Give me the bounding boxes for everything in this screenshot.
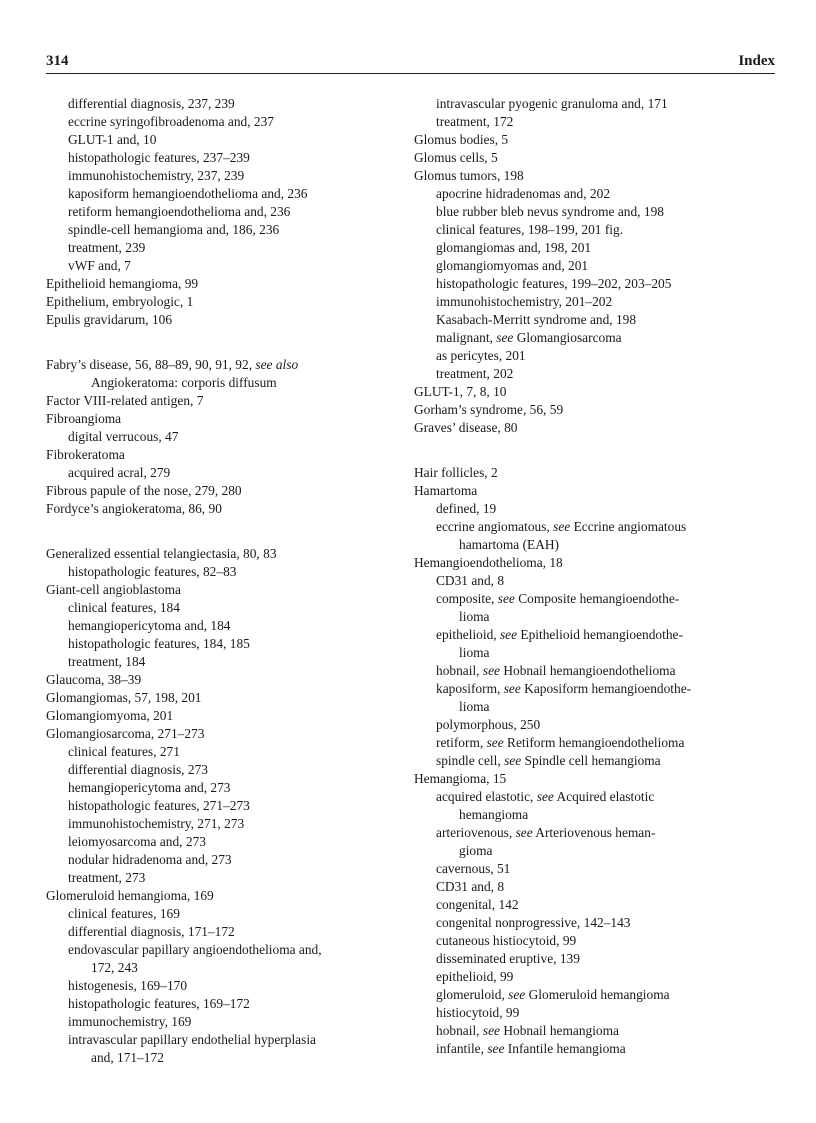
- index-subentry: [414, 968, 776, 986]
- entry-text: immunohistochemistry, 201–202: [436, 294, 613, 309]
- index-subentry: [414, 311, 776, 329]
- entry-text: Acquired elastotic: [553, 789, 655, 804]
- index-continuation: [414, 536, 776, 554]
- index-continuation: [46, 374, 398, 392]
- entry-text: vWF and, 7: [68, 258, 131, 273]
- index-entry: [46, 275, 398, 293]
- index-entry: [46, 581, 398, 599]
- entry-text: Epulis gravidarum, 106: [46, 312, 173, 327]
- entry-text: hemangioma: [459, 807, 529, 822]
- entry-text: GLUT-1 and, 10: [68, 132, 157, 147]
- entry-text: Spindle cell hemangioma: [521, 753, 661, 768]
- entry-text: Hair follicles, 2: [414, 465, 498, 480]
- entry-text: as pericytes, 201: [436, 348, 526, 363]
- entry-text: Glomus cells, 5: [414, 150, 498, 165]
- index-entry: [46, 311, 398, 329]
- entry-text: Glomeruloid hemangioma, 169: [46, 888, 214, 903]
- index-subentry: [414, 1022, 776, 1040]
- entry-text: Hobnail hemangioendothelioma: [499, 663, 676, 678]
- entry-text: differential diagnosis, 171–172: [68, 924, 235, 939]
- entry-text: Kasabach-Merritt syndrome and, 198: [436, 312, 637, 327]
- entry-text: treatment, 184: [68, 654, 146, 669]
- letter-group-gap: [414, 437, 776, 464]
- entry-text: Epithelium, embryologic, 1: [46, 294, 194, 309]
- cross-reference-term: see: [515, 825, 533, 840]
- index-subentry: [46, 797, 398, 815]
- entry-text: Fibrous papule of the nose, 279, 280: [46, 483, 242, 498]
- index-subentry: [46, 257, 398, 275]
- entry-text: eccrine syringofibroadenoma and, 237: [68, 114, 274, 129]
- index-entry: [46, 707, 398, 725]
- entry-text: glomangiomyomas and, 201: [436, 258, 589, 273]
- index-subentry: [414, 293, 776, 311]
- entry-text: Infantile hemangioma: [504, 1041, 626, 1056]
- index-subentry: [46, 203, 398, 221]
- index-continuation: [414, 644, 776, 662]
- cross-reference-term: see: [503, 681, 521, 696]
- cross-reference-term: see: [497, 591, 515, 606]
- entry-text: Fibrokeratoma: [46, 447, 125, 462]
- index-subentry: [46, 563, 398, 581]
- entry-text: Fibroangioma: [46, 411, 122, 426]
- entry-text: differential diagnosis, 237, 239: [68, 96, 235, 111]
- index-subentry: [414, 950, 776, 968]
- entry-text: glomeruloid,: [436, 987, 509, 1002]
- index-subentry: [46, 617, 398, 635]
- entry-text: cutaneous histiocytoid, 99: [436, 933, 577, 948]
- cross-reference-term: see: [486, 735, 504, 750]
- entry-text: Glomangiomyoma, 201: [46, 708, 174, 723]
- entry-text: CD31 and, 8: [436, 879, 505, 894]
- index-entry: [414, 419, 776, 437]
- index-subentry: [414, 896, 776, 914]
- index-subentry: [46, 923, 398, 941]
- index-subentry: [414, 347, 776, 365]
- index-subentry: [414, 275, 776, 293]
- index-entry: [46, 500, 398, 518]
- index-subentry: [46, 851, 398, 869]
- index-subentry: [414, 590, 776, 608]
- entry-text: immunohistochemistry, 271, 273: [68, 816, 245, 831]
- entry-text: nodular hidradenoma and, 273: [68, 852, 232, 867]
- entry-text: Epithelioid hemangioendothe-: [517, 627, 683, 642]
- entry-text: Glomeruloid hemangioma: [525, 987, 670, 1002]
- entry-text: immunohistochemistry, 237, 239: [68, 168, 245, 183]
- entry-text: acquired elastotic,: [436, 789, 537, 804]
- index-subentry: [414, 221, 776, 239]
- index-entry: [46, 293, 398, 311]
- index-subentry: [46, 239, 398, 257]
- entry-text: lioma: [459, 645, 490, 660]
- entry-text: kaposiform,: [436, 681, 504, 696]
- index-subentry: [46, 815, 398, 833]
- entry-text: Generalized essential telangiectasia, 80, 83: [46, 546, 277, 561]
- cross-reference-term: see: [496, 330, 514, 345]
- entry-text: Glomus tumors, 198: [414, 168, 524, 183]
- entry-text: malignant,: [436, 330, 497, 345]
- cross-reference-term: see: [487, 1041, 505, 1056]
- entry-text: composite,: [436, 591, 498, 606]
- index-subentry: [46, 167, 398, 185]
- index-subentry: [46, 185, 398, 203]
- letter-group-gap: [46, 329, 398, 356]
- cross-reference-term: see: [499, 627, 518, 642]
- entry-text: hemangiopericytoma and, 273: [68, 780, 231, 795]
- entry-text: infantile,: [436, 1041, 488, 1056]
- index-subentry: [414, 986, 776, 1004]
- entry-text: Graves’ disease, 80: [414, 420, 518, 435]
- index-subentry: [414, 932, 776, 950]
- entry-text: Hamartoma: [414, 483, 478, 498]
- index-entry: [414, 131, 776, 149]
- letter-group-gap: [46, 518, 398, 545]
- entry-text: CD31 and, 8: [436, 573, 505, 588]
- index-entry: [46, 887, 398, 905]
- index-subentry: [46, 131, 398, 149]
- index-subentry: [46, 221, 398, 239]
- index-continuation: [414, 608, 776, 626]
- entry-text: Glaucoma, 38–39: [46, 672, 142, 687]
- index-subentry: [414, 878, 776, 896]
- entry-text: arteriovenous,: [436, 825, 516, 840]
- index-subentry: [414, 1040, 776, 1058]
- entry-text: leiomyosarcoma and, 273: [68, 834, 206, 849]
- entry-text: clinical features, 271: [68, 744, 180, 759]
- entry-text: polymorphous, 250: [436, 717, 541, 732]
- index-entry: [46, 356, 398, 374]
- entry-text: Hobnail hemangioma: [499, 1023, 619, 1038]
- entry-text: retiform hemangioendothelioma and, 236: [68, 204, 291, 219]
- index-entry: [46, 545, 398, 563]
- index-subentry: [414, 752, 776, 770]
- index-entry: [414, 554, 776, 572]
- index-subentry: [46, 905, 398, 923]
- running-title: Index: [738, 53, 775, 69]
- index-subentry: [414, 572, 776, 590]
- cross-reference-term: see: [482, 663, 500, 678]
- index-continuation: [46, 959, 398, 977]
- index-subentry: [414, 329, 776, 347]
- index-subentry: [414, 365, 776, 383]
- index-subentry: [414, 914, 776, 932]
- index-continuation: [46, 1049, 398, 1067]
- entry-text: Angiokeratoma: corporis diffusum: [91, 375, 277, 390]
- entry-text: histogenesis, 169–170: [68, 978, 188, 993]
- cross-reference-term: see: [536, 789, 554, 804]
- index-subentry: [46, 995, 398, 1013]
- entry-text: Hemangioendothelioma, 18: [414, 555, 563, 570]
- entry-text: digital verrucous, 47: [68, 429, 179, 444]
- entry-text: treatment, 202: [436, 366, 514, 381]
- index-subentry: [46, 761, 398, 779]
- index-entry: [46, 446, 398, 464]
- entry-text: Epithelioid hemangioma, 99: [46, 276, 199, 291]
- index-subentry: [414, 662, 776, 680]
- index-subentry: [46, 1013, 398, 1031]
- entry-text: intravascular papillary endothelial hyperplasia: [68, 1032, 317, 1047]
- entry-text: eccrine angiomatous,: [436, 519, 554, 534]
- index-subentry: [414, 716, 776, 734]
- entry-text: intravascular pyogenic granuloma and, 171: [436, 96, 668, 111]
- index-entry: [46, 671, 398, 689]
- entry-text: Kaposiform hemangioendothe-: [520, 681, 692, 696]
- index-continuation: [414, 806, 776, 824]
- entry-text: Factor VIII-related antigen, 7: [46, 393, 204, 408]
- entry-text: treatment, 273: [68, 870, 146, 885]
- entry-text: cavernous, 51: [436, 861, 511, 876]
- cross-reference-term: see: [504, 753, 522, 768]
- index-entry: [46, 392, 398, 410]
- index-subentry: [46, 833, 398, 851]
- entry-text: blue rubber bleb nevus syndrome and, 198: [436, 204, 664, 219]
- entry-text: histopathologic features, 271–273: [68, 798, 250, 813]
- index-subentry: [414, 500, 776, 518]
- entry-text: histopathologic features, 237–239: [68, 150, 250, 165]
- entry-text: histiocytoid, 99: [436, 1005, 520, 1020]
- entry-text: Glomangiosarcoma, 271–273: [46, 726, 205, 741]
- entry-text: acquired acral, 279: [68, 465, 171, 480]
- index-subentry: [414, 185, 776, 203]
- index-subentry: [414, 113, 776, 131]
- index-subentry: [46, 977, 398, 995]
- cross-reference-term: see: [553, 519, 571, 534]
- entry-text: hobnail,: [436, 1023, 483, 1038]
- header-rule: [46, 73, 775, 74]
- entry-text: congenital nonprogressive, 142–143: [436, 915, 631, 930]
- index-subentry: [414, 518, 776, 536]
- index-entry: [414, 383, 776, 401]
- index-entry: [414, 482, 776, 500]
- entry-text: Fordyce’s angiokeratoma, 86, 90: [46, 501, 222, 516]
- entry-text: apocrine hidradenomas and, 202: [436, 186, 611, 201]
- index-subentry: [46, 1031, 398, 1049]
- index-subentry: [46, 149, 398, 167]
- entry-text: Composite hemangioendothe-: [514, 591, 680, 606]
- entry-text: hobnail,: [436, 663, 483, 678]
- entry-text: clinical features, 184: [68, 600, 180, 615]
- index-subentry: [46, 599, 398, 617]
- entry-text: epithelioid, 99: [436, 969, 514, 984]
- entry-text: treatment, 239: [68, 240, 146, 255]
- entry-text: Eccrine angiomatous: [570, 519, 687, 534]
- index-subentry: [414, 788, 776, 806]
- entry-text: Fabry’s disease, 56, 88–89, 90, 91, 92,: [46, 357, 256, 372]
- entry-text: Giant-cell angioblastoma: [46, 582, 181, 597]
- cross-reference-term: see: [482, 1023, 500, 1038]
- entry-text: histopathologic features, 82–83: [68, 564, 237, 579]
- index-subentry: [46, 113, 398, 131]
- index-subentry: [414, 203, 776, 221]
- entry-text: Glomangiomas, 57, 198, 201: [46, 690, 202, 705]
- entry-text: epithelioid,: [436, 627, 500, 642]
- entry-text: histopathologic features, 169–172: [68, 996, 250, 1011]
- index-subentry: [46, 779, 398, 797]
- index-subentry: [46, 743, 398, 761]
- index-subentry: [414, 860, 776, 878]
- entry-text: Gorham’s syndrome, 56, 59: [414, 402, 564, 417]
- index-entry: [414, 167, 776, 185]
- index-subentry: [414, 95, 776, 113]
- entry-text: and, 171–172: [91, 1050, 164, 1065]
- index-subentry: [46, 869, 398, 887]
- entry-text: lioma: [459, 609, 490, 624]
- entry-text: differential diagnosis, 273: [68, 762, 208, 777]
- entry-text: Retiform hemangioendothelioma: [503, 735, 685, 750]
- index-continuation: [414, 842, 776, 860]
- index-entry: [46, 410, 398, 428]
- index-subentry: [414, 257, 776, 275]
- entry-text: gioma: [459, 843, 493, 858]
- index-subentry: [46, 635, 398, 653]
- index-subentry: [46, 464, 398, 482]
- cross-reference-term: see: [508, 987, 526, 1002]
- index-subentry: [414, 680, 776, 698]
- entry-text: lioma: [459, 699, 490, 714]
- entry-text: clinical features, 198–199, 201 fig.: [436, 222, 624, 237]
- index-subentry: [414, 734, 776, 752]
- entry-text: treatment, 172: [436, 114, 514, 129]
- index-entry: [46, 689, 398, 707]
- entry-text: spindle cell,: [436, 753, 505, 768]
- entry-text: congenital, 142: [436, 897, 519, 912]
- entry-text: glomangiomas and, 198, 201: [436, 240, 592, 255]
- index-entry: [46, 725, 398, 743]
- entry-text: Glomangiosarcoma: [513, 330, 622, 345]
- entry-text: 172, 243: [91, 960, 138, 975]
- entry-text: hamartoma (EAH): [459, 537, 560, 552]
- entry-text: hemangiopericytoma and, 184: [68, 618, 231, 633]
- running-header: [46, 53, 775, 73]
- entry-text: endovascular papillary angioendothelioma and,: [68, 942, 322, 957]
- entry-text: kaposiform hemangioendothelioma and, 236: [68, 186, 308, 201]
- index-subentry: [46, 428, 398, 446]
- cross-reference-term: see also: [255, 357, 299, 372]
- index-continuation: [414, 698, 776, 716]
- entry-text: histopathologic features, 184, 185: [68, 636, 250, 651]
- entry-text: disseminated eruptive, 139: [436, 951, 580, 966]
- entry-text: Hemangioma, 15: [414, 771, 507, 786]
- index-column-right: [414, 95, 776, 1058]
- entry-text: defined, 19: [436, 501, 497, 516]
- index-subentry: [46, 653, 398, 671]
- entry-text: clinical features, 169: [68, 906, 180, 921]
- index-entry: [414, 770, 776, 788]
- index-subentry: [414, 1004, 776, 1022]
- index-entry: [414, 149, 776, 167]
- entry-text: GLUT-1, 7, 8, 10: [414, 384, 507, 399]
- entry-text: histopathologic features, 199–202, 203–205: [436, 276, 672, 291]
- index-subentry: [46, 941, 398, 959]
- entry-text: spindle-cell hemangioma and, 186, 236: [68, 222, 280, 237]
- entry-text: Glomus bodies, 5: [414, 132, 509, 147]
- index-entry: [414, 401, 776, 419]
- index-subentry: [414, 626, 776, 644]
- entry-text: immunochemistry, 169: [68, 1014, 192, 1029]
- page-number: 314: [46, 53, 69, 69]
- index-subentry: [46, 95, 398, 113]
- index-subentry: [414, 239, 776, 257]
- entry-text: retiform,: [436, 735, 487, 750]
- index-column-left: [46, 95, 398, 1067]
- index-subentry: [414, 824, 776, 842]
- index-entry: [46, 482, 398, 500]
- entry-text: Arteriovenous heman-: [532, 825, 656, 840]
- index-entry: [414, 464, 776, 482]
